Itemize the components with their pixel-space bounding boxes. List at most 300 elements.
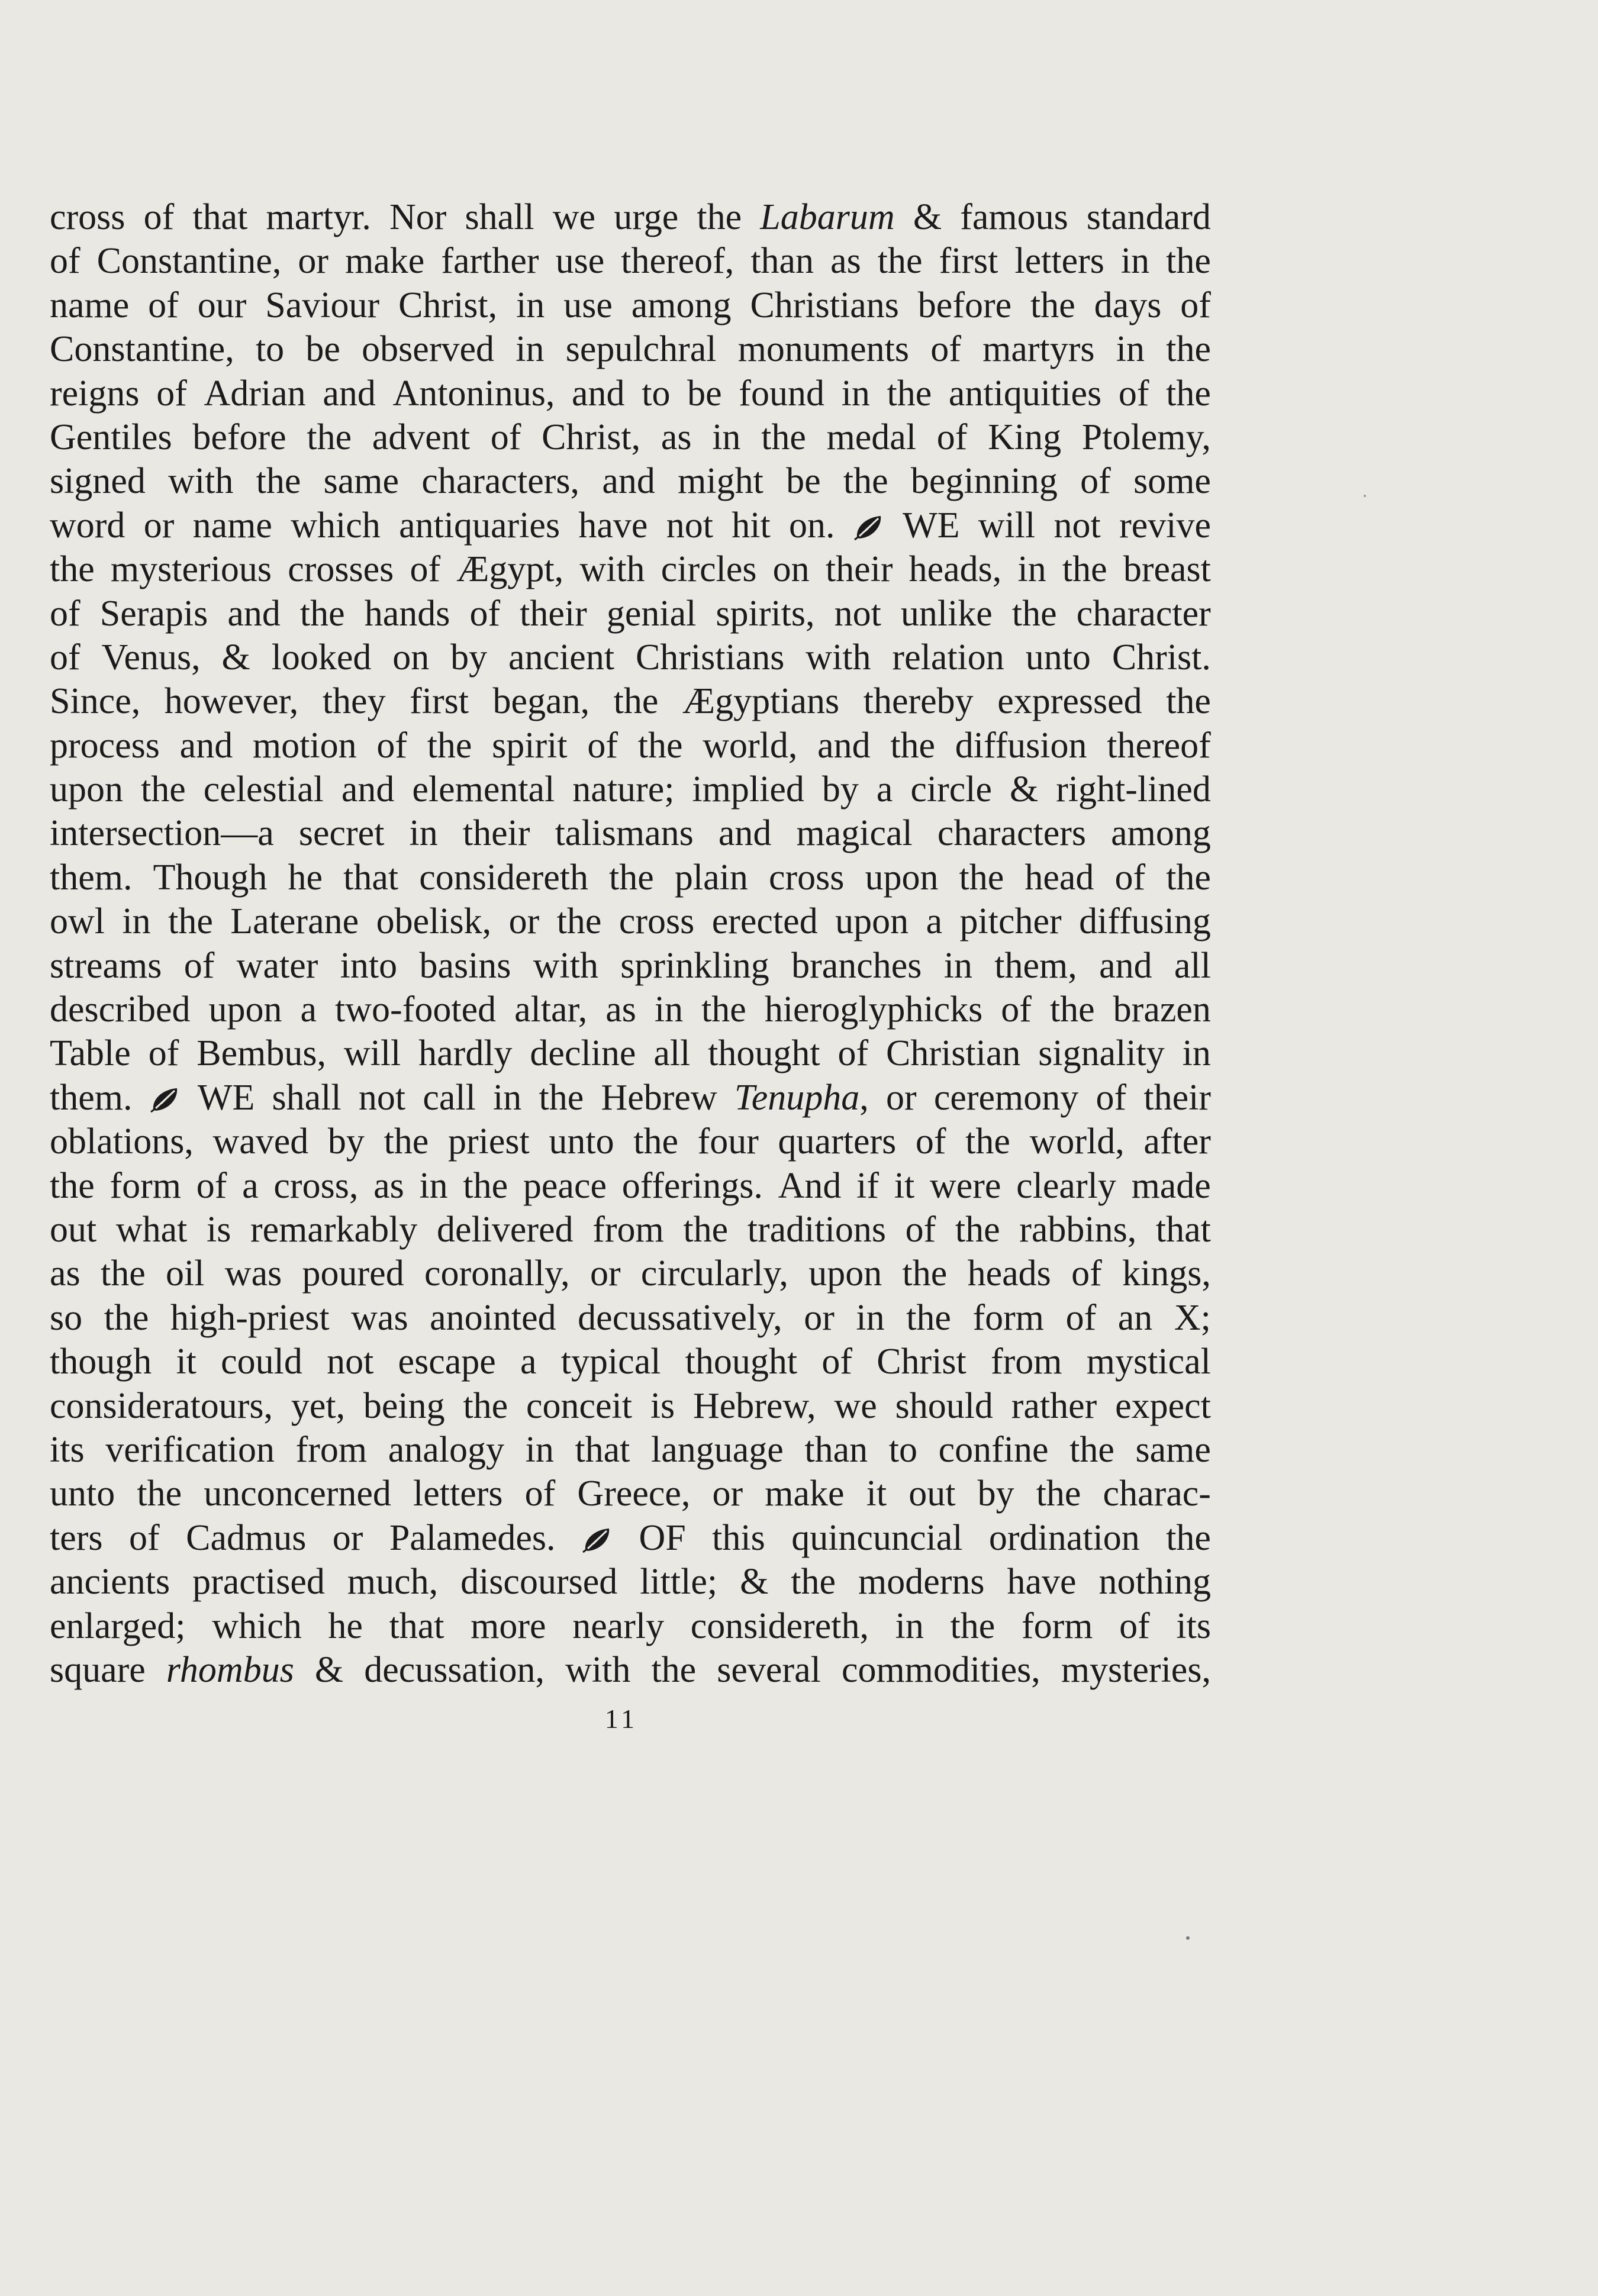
word: so (50, 1297, 83, 1338)
word: in (654, 989, 684, 1030)
word: of (1080, 461, 1111, 502)
word: right-lined (1056, 769, 1211, 810)
word: will (978, 505, 1036, 546)
text-line (50, 504, 1211, 547)
word: two-footed (335, 989, 497, 1030)
word: four (697, 1121, 759, 1162)
word: unlike (900, 593, 993, 634)
word: head (1024, 857, 1094, 898)
text-line (50, 592, 1211, 636)
word: Bembus, (196, 1033, 326, 1074)
word: And (778, 1165, 842, 1206)
word: sepulchral (565, 329, 717, 370)
word: have (1007, 1562, 1077, 1602)
word: first (410, 681, 469, 722)
text-line (50, 899, 1211, 943)
word: farther (441, 241, 539, 282)
word: owl (50, 901, 105, 942)
text-line (50, 1560, 1211, 1604)
word: heads (967, 1253, 1051, 1294)
word: in (943, 945, 972, 986)
word: cross (618, 901, 695, 942)
word: antiquaries (399, 505, 560, 546)
word: signality (1038, 1033, 1165, 1074)
text-line (50, 459, 1211, 503)
word: that (192, 197, 248, 237)
word: after (1143, 1121, 1211, 1162)
word: breast (1123, 549, 1211, 590)
word: word (50, 505, 125, 546)
text-line (50, 327, 1211, 371)
word: water (236, 945, 318, 986)
word: of (936, 417, 968, 457)
word: Greece, (577, 1473, 691, 1514)
word: basins (419, 945, 511, 986)
word: the (1166, 857, 1211, 898)
word: could (221, 1342, 302, 1382)
word: rhombus (166, 1649, 294, 1690)
word: that (575, 1429, 630, 1470)
word: and (602, 461, 655, 502)
word: of (1180, 285, 1211, 325)
word: considereth, (690, 1605, 869, 1646)
word: or (298, 241, 329, 282)
word: famous (960, 197, 1068, 237)
word: discoursed (460, 1562, 618, 1602)
word: oblations, (50, 1121, 194, 1162)
word: a (242, 1165, 259, 1206)
word: decussatively, (578, 1297, 782, 1338)
word: with (565, 1649, 631, 1690)
word: Gentiles (50, 417, 172, 457)
word: Laterane (230, 901, 359, 942)
word: their (520, 593, 587, 634)
word: Nor (389, 197, 447, 237)
word: practised (192, 1562, 325, 1602)
word: that (343, 857, 399, 898)
word: which (212, 1605, 302, 1646)
word: ancient (508, 637, 615, 678)
word: this (712, 1517, 765, 1558)
word: not (327, 1342, 374, 1382)
word: not (666, 505, 713, 546)
word: OF (639, 1517, 686, 1558)
word: as (373, 1165, 404, 1206)
word: form (109, 1165, 182, 1206)
word: the (427, 725, 472, 766)
word: peace (523, 1165, 607, 1206)
page-number: 11 (604, 1704, 639, 1734)
word: King (988, 417, 1062, 457)
word: crosses (288, 549, 394, 590)
word: as (661, 417, 692, 457)
word: the (168, 901, 213, 942)
word: the (1062, 549, 1107, 590)
text-line (50, 1296, 1211, 1340)
word: in (895, 1605, 924, 1646)
word: the (890, 725, 936, 766)
word: reigns (50, 373, 140, 414)
word: the (463, 1385, 508, 1426)
word: the (256, 461, 301, 502)
text-line (50, 944, 1211, 988)
word: language (651, 1429, 784, 1470)
word: spirits, (716, 593, 815, 634)
word: remarkably (250, 1209, 418, 1250)
word: altar, (514, 989, 588, 1030)
word: of (410, 549, 441, 590)
word: & (314, 1649, 344, 1690)
word: Cadmus (186, 1517, 307, 1558)
word: enlarged; (50, 1605, 186, 1646)
word: and (341, 769, 395, 810)
word: days (1094, 285, 1162, 325)
text-line (50, 988, 1211, 1031)
word: with (806, 637, 871, 678)
word: he (288, 857, 323, 898)
word: process (50, 725, 160, 766)
word: out (50, 1209, 97, 1250)
word: in (122, 901, 151, 942)
word: in (419, 1165, 448, 1206)
word: in (1182, 1033, 1211, 1074)
word: Christians (635, 637, 785, 678)
body-text (50, 195, 1211, 1692)
word: of (50, 593, 80, 634)
word: is (650, 1385, 675, 1426)
word: them. (50, 1077, 133, 1118)
word: delivered (436, 1209, 574, 1250)
word: charac- (1103, 1473, 1211, 1514)
word: motion (252, 725, 357, 766)
word: much, (347, 1562, 439, 1602)
word: confine (938, 1429, 1049, 1470)
word: plain (674, 857, 748, 898)
word: anointed (430, 1297, 556, 1338)
word: expressed (997, 681, 1142, 722)
word: be (786, 461, 821, 502)
word: Tenupha, (734, 1077, 869, 1118)
word: yet, (291, 1385, 346, 1426)
word: considereth (419, 857, 588, 898)
word: of (837, 1033, 869, 1074)
word: and (323, 373, 376, 414)
word: described (50, 989, 191, 1030)
word: square (50, 1649, 146, 1690)
word: letters (1014, 241, 1104, 282)
word: of (1001, 989, 1032, 1030)
word: X; (1174, 1297, 1211, 1338)
word: be (687, 373, 722, 414)
word: WE (197, 1077, 255, 1118)
word: in (516, 329, 545, 370)
word: of (148, 285, 179, 325)
word: Antoninus, (392, 373, 555, 414)
word: secret (298, 813, 385, 854)
word: Ægyptians (682, 681, 840, 722)
word: revive (1119, 505, 1211, 546)
word: the (955, 1209, 1000, 1250)
text-line (50, 1472, 1211, 1515)
word: traditions (747, 1209, 886, 1250)
word: or (508, 901, 540, 942)
word: expect (1115, 1385, 1211, 1426)
word: & (221, 637, 250, 678)
word: make (345, 241, 425, 282)
word: clearly (1016, 1165, 1116, 1206)
word: form (972, 1297, 1045, 1338)
word: to (642, 373, 671, 414)
word: Serapis (99, 593, 208, 634)
word: of (469, 593, 501, 634)
word: being (363, 1385, 445, 1426)
word: name (50, 285, 130, 325)
word: or (589, 1253, 621, 1294)
word: a (300, 989, 317, 1030)
word: have (578, 505, 648, 546)
word: the (613, 681, 659, 722)
word: WE (903, 505, 960, 546)
word: Though (153, 857, 268, 898)
word: the (950, 1605, 995, 1646)
word: the (1011, 593, 1057, 634)
word: of (376, 725, 407, 766)
word: relation (892, 637, 1004, 678)
word: character (1076, 593, 1211, 634)
word: diffusing (1079, 901, 1211, 942)
word: standard (1086, 197, 1211, 237)
word: quincuncial (791, 1517, 963, 1558)
paper-speck (1186, 1936, 1190, 1940)
word: the (50, 549, 95, 590)
word: urge (614, 197, 679, 237)
word: of (148, 1033, 179, 1074)
word: with (579, 549, 645, 590)
text-line (50, 1164, 1211, 1208)
word: Venus, (101, 637, 201, 678)
text-line (50, 679, 1211, 723)
word: branches (791, 945, 922, 986)
word: the (1036, 1473, 1081, 1514)
word: all (1174, 945, 1211, 986)
word: on (772, 549, 810, 590)
word: as (830, 241, 861, 282)
word: of (587, 725, 618, 766)
word: the (965, 1121, 1010, 1162)
word: Palamedes. (389, 1517, 556, 1558)
word: of (1071, 1253, 1102, 1294)
word: Christians (750, 285, 899, 325)
word: the (683, 1209, 729, 1250)
word: the (791, 1562, 836, 1602)
word: and (718, 813, 772, 854)
text-line (50, 239, 1211, 283)
word: oil (166, 1253, 205, 1294)
word: genial (606, 593, 697, 634)
word: use (555, 241, 605, 282)
word: or (332, 1517, 363, 1558)
word: obelisk, (376, 901, 492, 942)
word: the (299, 593, 345, 634)
word: it (866, 1473, 887, 1514)
text-line (50, 1516, 1211, 1560)
word: the (100, 1253, 146, 1294)
word: world, (703, 725, 798, 766)
word: from (991, 1342, 1062, 1382)
word: Christ (877, 1342, 966, 1382)
word: thought (708, 1033, 820, 1074)
word: make (765, 1473, 845, 1514)
word: the (104, 1297, 149, 1338)
word: magical (796, 813, 913, 854)
text-line (50, 372, 1211, 415)
word: the (843, 461, 888, 502)
word: thought (685, 1342, 798, 1382)
word: & (1009, 769, 1039, 810)
word: intersection—a (50, 813, 274, 854)
word: cross (50, 197, 125, 237)
word: kings, (1122, 1253, 1211, 1294)
word: of (50, 241, 80, 282)
word: of (1118, 373, 1149, 414)
word: poured (302, 1253, 404, 1294)
word: of (821, 1342, 852, 1382)
word: unto (50, 1473, 115, 1514)
text-line (50, 1252, 1211, 1295)
text-line (50, 1384, 1211, 1428)
word: of (128, 1517, 160, 1558)
word: of (156, 373, 187, 414)
text-line (50, 1428, 1211, 1472)
word: verification (105, 1429, 275, 1470)
word: will (343, 1033, 401, 1074)
word: on. (789, 505, 835, 546)
word: beginning (910, 461, 1058, 502)
hedera-leaf-icon (853, 504, 884, 547)
word: circularly, (640, 1253, 788, 1294)
word: consideratours, (50, 1385, 273, 1426)
word: in (525, 1429, 554, 1470)
text-line (50, 768, 1211, 811)
word: in (1116, 329, 1145, 370)
word: we (834, 1385, 877, 1426)
word: the (140, 769, 186, 810)
word: not (834, 593, 881, 634)
text-line (50, 811, 1211, 855)
word: shall (465, 197, 534, 237)
text-line (50, 1604, 1211, 1648)
word: in (516, 285, 545, 325)
word: ceremony (933, 1077, 1079, 1118)
word: first (939, 241, 998, 282)
word: coronally, (424, 1253, 570, 1294)
word: to (255, 329, 285, 370)
word: hardly (418, 1033, 513, 1074)
word: before (917, 285, 1012, 325)
word: nature; (572, 769, 675, 810)
word: signed (50, 461, 146, 502)
word: of (524, 1473, 556, 1514)
word: hieroglyphicks (764, 989, 983, 1030)
word: of (930, 329, 961, 370)
word: ancients (50, 1562, 170, 1602)
word: analogy (388, 1429, 504, 1470)
paper-speck (1364, 495, 1366, 497)
word: the (539, 1077, 584, 1118)
word: that (1155, 1209, 1211, 1250)
word: of (143, 197, 175, 237)
word: decline (530, 1033, 636, 1074)
word: and (817, 725, 871, 766)
text-line (50, 415, 1211, 459)
word: or (712, 1473, 743, 1514)
text-line (50, 1120, 1211, 1163)
word: name (192, 505, 272, 546)
word: upon (208, 989, 282, 1030)
word: same (1135, 1429, 1211, 1470)
word: thereof (1107, 725, 1211, 766)
word: Hebrew (601, 1077, 717, 1118)
word: & (913, 197, 942, 237)
word: call (423, 1077, 476, 1118)
word: implied (692, 769, 804, 810)
word: began, (492, 681, 590, 722)
word: them. (50, 857, 133, 898)
word: a (926, 901, 943, 942)
word: Ægypt, (456, 549, 564, 590)
word: by (450, 637, 488, 678)
word: their (462, 813, 530, 854)
word: Christ, (398, 285, 498, 325)
word: quarters (778, 1121, 897, 1162)
word: an (1117, 1297, 1153, 1338)
word: circles (661, 549, 757, 590)
word: mysterious (110, 549, 272, 590)
word: Adrian (204, 373, 306, 414)
word: shall (272, 1077, 341, 1118)
word: heads, (908, 549, 1002, 590)
word: letters (413, 1473, 503, 1514)
hedera-leaf-icon (150, 1076, 181, 1120)
word: medal (826, 417, 917, 457)
word: form (1021, 1605, 1093, 1646)
word: the (902, 1253, 948, 1294)
word: or (143, 505, 175, 546)
word: in (712, 417, 741, 457)
word: should (895, 1385, 993, 1426)
word: the (384, 1121, 429, 1162)
word: and (1099, 945, 1152, 986)
text-line (50, 547, 1211, 591)
word: the (1049, 989, 1095, 1030)
word: if (856, 1165, 879, 1206)
word: as (605, 989, 636, 1030)
word: Ptolemy, (1081, 417, 1211, 457)
word: and (179, 725, 233, 766)
text-line (50, 856, 1211, 899)
word: or (885, 1077, 917, 1118)
word: offerings. (621, 1165, 763, 1206)
word: the (887, 373, 932, 414)
word: the (307, 417, 352, 457)
word: upon (50, 769, 123, 810)
word: they (322, 681, 386, 722)
word: cross (768, 857, 845, 898)
word: the (959, 857, 1004, 898)
text-line (50, 1340, 1211, 1384)
word: celestial (203, 769, 324, 810)
word: it (176, 1342, 196, 1382)
